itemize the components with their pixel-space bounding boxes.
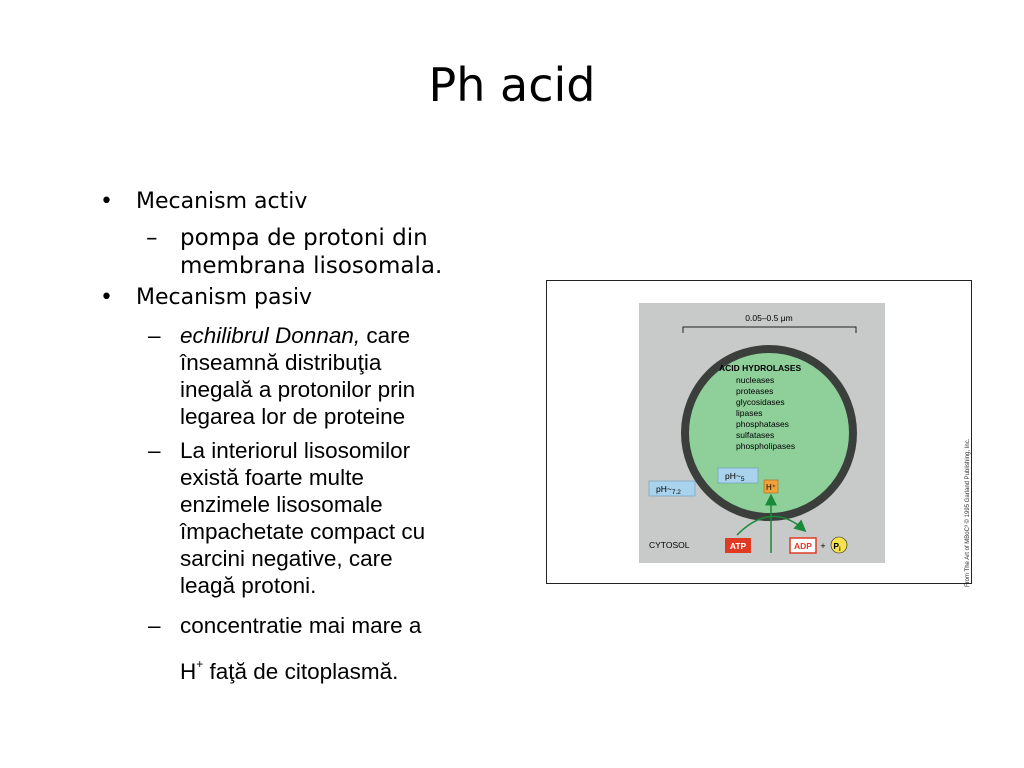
- ph-inside-value: 5: [740, 476, 745, 483]
- donnan-rest: care: [360, 323, 411, 348]
- sub-bullet-proton-pump: [96, 224, 516, 280]
- size-label: 0.05–0.5 μm: [745, 313, 793, 323]
- enzyme-item: sulfatases: [736, 430, 775, 440]
- sub-bullet-line: La interiorul lisosomilor: [180, 438, 411, 463]
- enzyme-item: phospholipases: [736, 441, 796, 451]
- dash-marker: –: [148, 323, 161, 348]
- sub-bullet-line: există foarte multe: [180, 465, 364, 490]
- sub-bullet-line: sarcini negative, care: [180, 546, 393, 571]
- atp-label: ATP: [729, 541, 747, 551]
- lysosome-diagram: [547, 281, 971, 583]
- proton-symbol: H: [180, 659, 197, 684]
- plus-sign: +: [820, 541, 826, 551]
- sub-bullet-concentration: [96, 607, 516, 691]
- sub-bullet-line: legarea lor de proteine: [180, 404, 406, 429]
- bullet-label: Mecanism activ: [136, 189, 308, 214]
- sub-bullet-line: inegală a protonilor prin: [180, 377, 416, 402]
- bullet-dot: •: [100, 285, 113, 310]
- dash-marker: –: [148, 438, 161, 463]
- dash-marker: –: [148, 613, 161, 638]
- concentration-rest: faţă de citoplasmă.: [203, 659, 399, 684]
- slide-title: Ph acid: [428, 58, 596, 112]
- sub-bullet-line: pompa de protoni din: [180, 225, 428, 251]
- bullet-label: Mecanism pasiv: [136, 285, 313, 310]
- ph-outside-base: pH~: [656, 484, 672, 494]
- sub-bullet-interior: [96, 437, 516, 599]
- bullet-active-mechanism: [96, 188, 516, 216]
- dash-marker: –: [146, 225, 158, 251]
- ph-outside-value: 7.2: [671, 489, 681, 496]
- bullet-passive-mechanism: [96, 284, 516, 312]
- adp-label: ADP: [794, 541, 812, 551]
- sub-bullet-line: membrana lisosomala.: [180, 253, 443, 279]
- lysosome-figure: [546, 280, 972, 584]
- enzyme-item: phosphatases: [736, 419, 789, 429]
- sub-bullet-line: leagă protoni.: [180, 573, 317, 598]
- sub-bullet-line: [180, 645, 516, 691]
- phosphate-sub: i: [839, 547, 841, 553]
- donnan-term: echilibrul Donnan,: [180, 323, 361, 348]
- sub-bullet-line: înseamnă distribuţia: [180, 350, 382, 375]
- enzyme-item: lipases: [736, 408, 763, 418]
- proton-label: H⁺: [766, 483, 776, 492]
- bullet-dot: •: [100, 189, 113, 214]
- enzyme-title: ACID HYDROLASES: [719, 363, 802, 373]
- enzyme-item: proteases: [736, 386, 774, 396]
- enzyme-item: nucleases: [736, 375, 775, 385]
- sub-bullet-donnan: [96, 322, 516, 430]
- figure-credit: From The Art of MBoC³ © 1995 Garland Publishing, Inc.: [965, 438, 971, 587]
- ph-inside-base: pH~: [725, 471, 741, 481]
- cytosol-label: CYTOSOL: [649, 540, 690, 550]
- sub-bullet-line: împachetate compact cu: [180, 519, 426, 544]
- phosphate-base: P: [833, 541, 839, 551]
- enzyme-item: glycosidases: [736, 397, 785, 407]
- sub-bullet-line: enzimele lisosomale: [180, 492, 383, 517]
- proton-charge: +: [196, 657, 204, 671]
- bullet-list: [96, 188, 516, 691]
- sub-bullet-line: concentratie mai mare a: [180, 613, 422, 638]
- sub-bullet-line: [180, 322, 516, 349]
